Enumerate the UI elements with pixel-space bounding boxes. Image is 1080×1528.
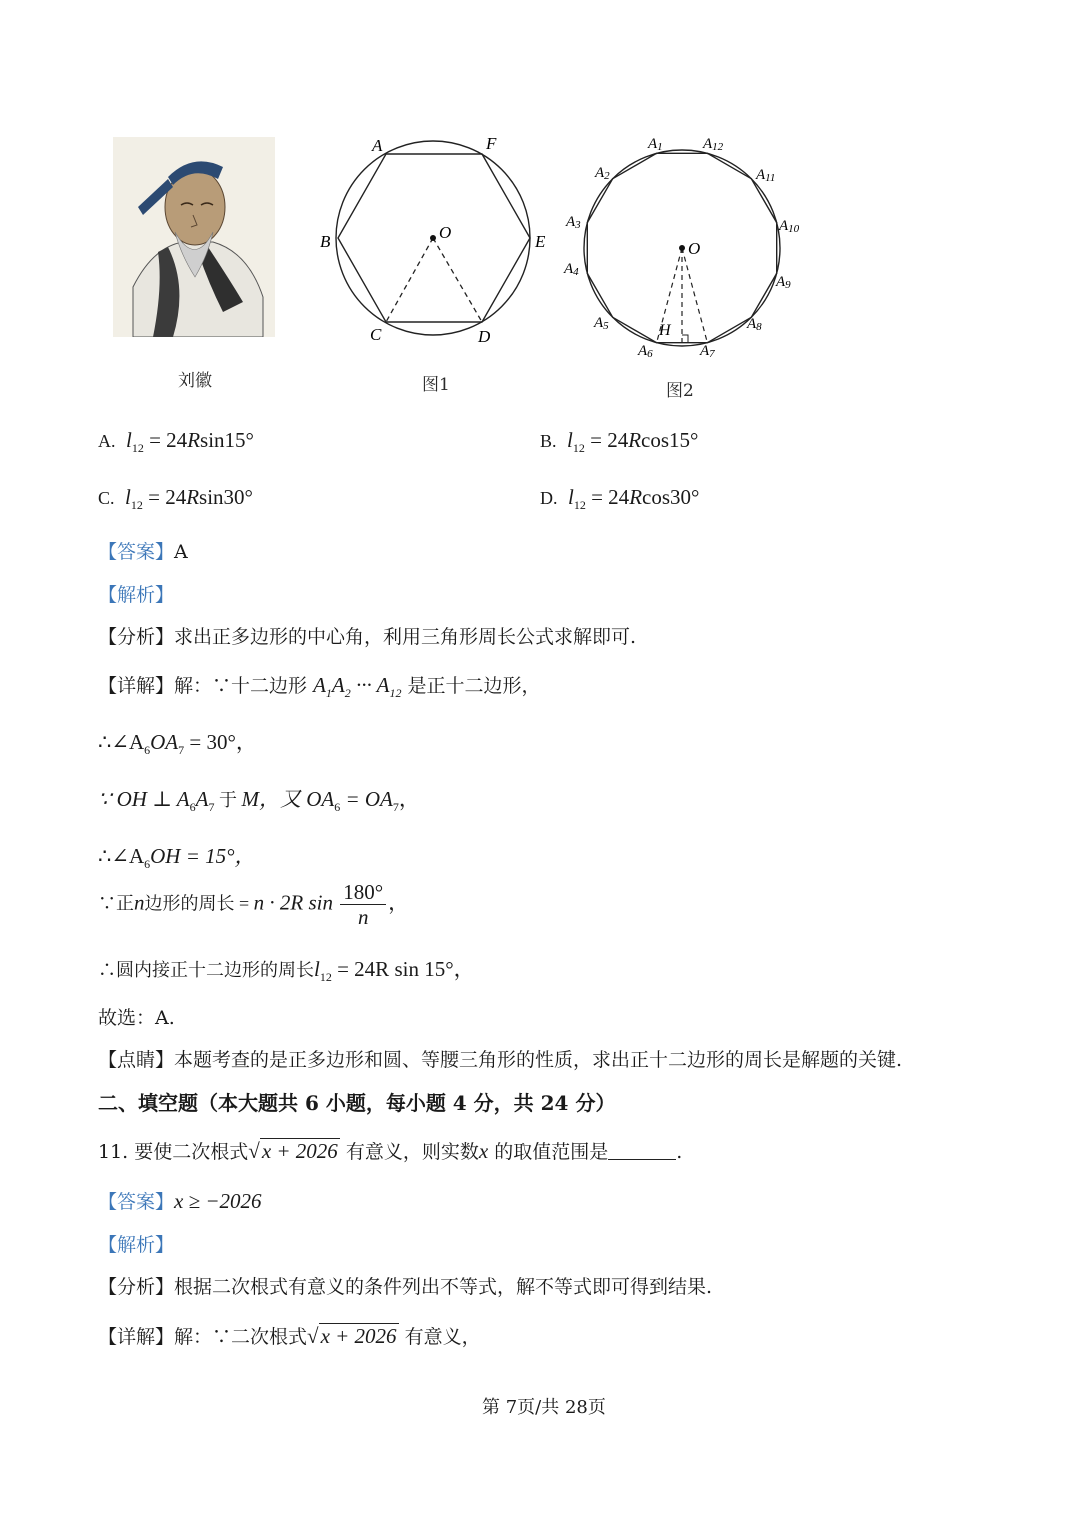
fig2-label-A10: A10 (779, 218, 800, 235)
fig1-label-O: O (439, 223, 452, 242)
fig2-label-A5: A5 (594, 315, 609, 332)
q10-detail-step5: ∵正n边形的周长 = n · 2R sin $\frac{180^\circ}{n}$ ， (98, 880, 410, 930)
fig2-label-A1: A1 (648, 136, 663, 153)
figure-2-caption: 图2 (666, 381, 694, 401)
option-c: C. $l_{12} = 24Rsin30^\circ$ (98, 485, 253, 512)
option-a: A. $l_{12} = 24Rsin15^\circ$ (98, 428, 254, 455)
fig2-label-A11: A11 (756, 167, 776, 184)
fig1-label-D: D (478, 327, 491, 346)
q10-detail-step1: 【详解】解：∵十二边形 $A_1A_2$ ··· $A_{12}$ 是正十二边形， (98, 673, 541, 700)
q11-question: 11. 要使二次根式√x + 2026 有意义，则实数x 的取值范围是 . (98, 1139, 683, 1163)
q10-choose: 故选：A. (98, 1007, 175, 1029)
liu-hui-portrait (113, 137, 275, 337)
q11-answer: 【答案】x ≥ −2026 (98, 1189, 262, 1213)
fig2-label-H: H (659, 322, 671, 339)
q10-detail-step4: $\therefore\angle A_6OH = 15^\circ$， (98, 844, 256, 871)
fig2-label-A6: A6 (638, 343, 653, 360)
fig2-label-O: O (688, 239, 701, 258)
fig1-label-E: E (535, 232, 546, 251)
q10-detail-step3: ∵ OH ⊥ $A_6A_7$ 于 M，又 $OA_6 = OA_7$， (98, 787, 420, 814)
q10-answer: 【答案】A (98, 541, 188, 563)
page-footer: 第 7页/共 28页 (482, 1397, 606, 1418)
fig2-label-A9: A9 (776, 274, 791, 291)
q10-detail-step2: $\therefore\angle A_6OA_7 = 30^\circ$， (98, 730, 257, 757)
fig2-label-A3: A3 (566, 214, 581, 231)
option-d: D. $l_{12} = 24Rcos30^\circ$ (540, 485, 700, 512)
fig2-label-A2: A2 (595, 165, 610, 182)
fig1-label-F: F (486, 134, 497, 153)
fig2-label-A7: A7 (700, 343, 715, 360)
figure-2-dodecagon (560, 128, 810, 363)
q11-detail: 【详解】解：∵二次根式√x + 2026 有意义， (98, 1324, 481, 1348)
section-2-heading: 二、填空题（本大题共 6 小题，每小题 4 分，共 24 分） (98, 1091, 616, 1115)
q10-detail-step6: ∴圆内接正十二边形的周长$l_{12} = 24R$ sin 15°， (98, 957, 475, 984)
fig1-label-B: B (320, 232, 331, 251)
fig1-label-A: A (372, 136, 383, 155)
q10-fenxi: 【分析】求出正多边形的中心角，利用三角形周长公式求解即可. (98, 626, 637, 648)
portrait-caption: 刘徽 (178, 371, 212, 391)
fig2-label-A12: A12 (703, 136, 724, 153)
answer-blank (608, 1143, 676, 1160)
q11-analysis-tag: 【解析】 (98, 1234, 175, 1256)
figure-1-caption: 图1 (422, 375, 450, 395)
fig2-label-A4: A4 (564, 261, 579, 278)
q10-dianjing: 【点睛】本题考查的是正多边形和圆、等腰三角形的性质，求出正十二边形的周长是解题的关键. (98, 1049, 903, 1071)
option-b: B. $l_{12} = 24Rcos15^\circ$ (540, 428, 699, 455)
q11-fenxi: 【分析】根据二次根式有意义的条件列出不等式，解不等式即可得到结果. (98, 1276, 713, 1298)
figure-1-hexagon (310, 125, 550, 350)
fig1-label-C: C (370, 325, 382, 344)
q10-analysis-tag: 【解析】 (98, 584, 175, 606)
fig2-label-A8: A8 (747, 316, 762, 333)
